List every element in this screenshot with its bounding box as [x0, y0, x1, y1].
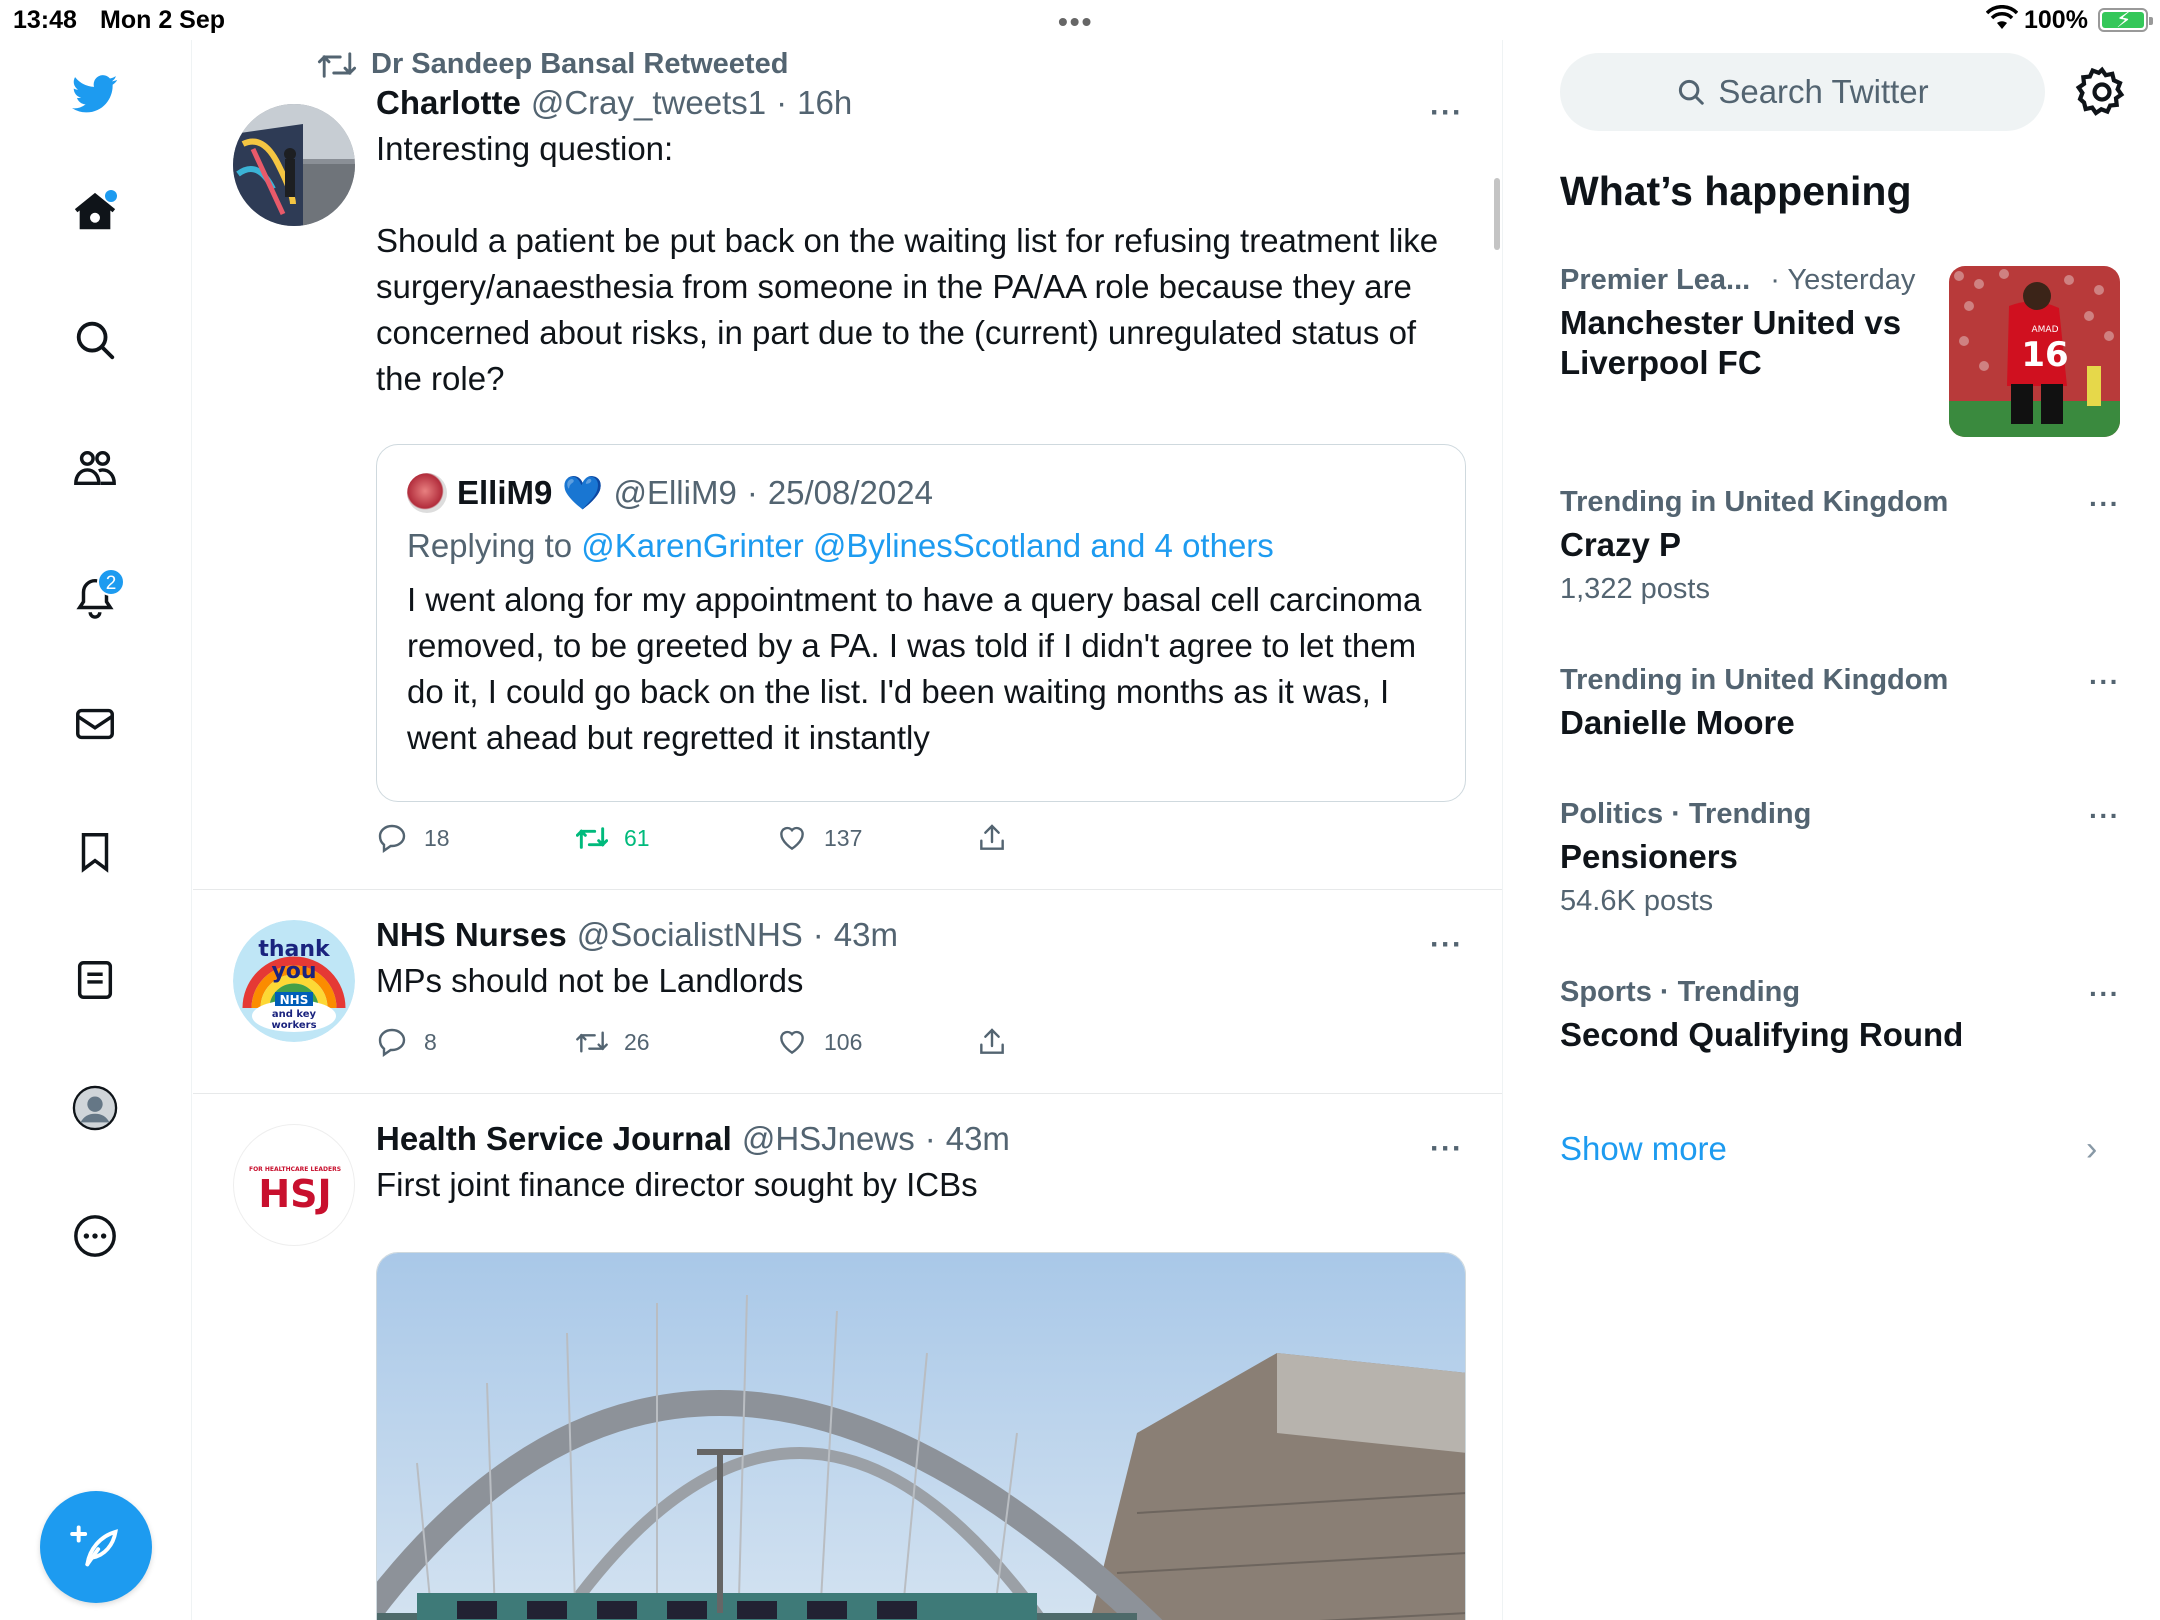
share-icon [976, 822, 1008, 854]
bookmarks-icon[interactable] [63, 820, 127, 884]
search-icon[interactable] [63, 308, 127, 372]
tweet-header: NHS Nurses @SocialistNHS · 43m [376, 916, 898, 953]
trend-item[interactable] [1560, 486, 2120, 606]
trend-title: Crazy P [1560, 526, 1682, 563]
trend-context: Premier Lea... · Yesterday [1560, 264, 1916, 296]
avatar[interactable] [233, 1124, 355, 1246]
avatar-text-thank: thank [258, 937, 330, 962]
tweet-time[interactable]: 43m [945, 1120, 1010, 1157]
tweet-more-icon[interactable]: ··· [1430, 928, 1463, 961]
status-date: Mon 2 Sep [100, 6, 226, 34]
tweet[interactable] [193, 40, 1503, 890]
search-placeholder: Search Twitter [1718, 73, 1929, 110]
avatar-text-and-key: and key [271, 1009, 317, 1020]
trend-more-icon[interactable]: ··· [2089, 488, 2120, 519]
retweet-button[interactable] [576, 822, 776, 854]
quoted-avatar [407, 473, 447, 513]
tweet-time[interactable]: 16h [797, 84, 853, 121]
tweet-text: MPs should not be Landlords [376, 962, 804, 999]
share-button[interactable] [976, 1026, 1176, 1058]
quoted-tweet-header: ElliM9 💙 @ElliM9 · 25/08/2024 [407, 473, 1435, 513]
search-input[interactable] [1560, 53, 2045, 131]
tweet-body [376, 84, 1466, 402]
avatar-text-hsj: HSJ [258, 1172, 332, 1216]
home-unread-dot [105, 190, 117, 202]
retweet-count: 26 [624, 1028, 650, 1055]
tweet-image[interactable] [376, 1252, 1466, 1620]
tweet-more-icon[interactable]: ··· [1430, 96, 1463, 129]
avatar-text-tagline: FOR HEALTHCARE LEADERS [248, 1166, 342, 1173]
quoted-tweet-date: 25/08/2024 [767, 474, 933, 511]
trend-post-count: 54.6K posts [1560, 885, 1714, 917]
tweet-time[interactable]: 43m [833, 916, 898, 953]
author-name[interactable]: Charlotte [376, 84, 521, 121]
tweet-text: Interesting question: Should a patient be put back on the waiting list for refusing treatment like surgery/anaesthesia from someone in the PA/AA role because they are concerned about risks, in part due to the (current) unregulated status of the role? [376, 130, 1439, 397]
trend-context: Trending in United Kingdom [1560, 664, 1949, 696]
quoted-author-name: ElliM9 [457, 474, 553, 511]
communities-icon[interactable] [63, 436, 127, 500]
reply-count: 8 [424, 1028, 437, 1055]
whats-happening-heading: What’s happening [1560, 168, 1912, 214]
trend-title: Pensioners [1560, 838, 1738, 875]
status-time: 13:48 [13, 6, 77, 34]
tweet-header: Health Service Journal @HSJnews · 43m [376, 1120, 1010, 1157]
retweet-icon [576, 822, 608, 854]
reply-icon [376, 822, 408, 854]
retweet-button[interactable] [576, 1026, 776, 1058]
trend-more-icon[interactable]: ··· [2089, 978, 2120, 1009]
tweet-body [376, 916, 1466, 1004]
twitter-logo-icon[interactable] [63, 62, 127, 126]
heart-icon [776, 1026, 808, 1058]
avatar-text-you: you [271, 959, 317, 984]
like-count: 106 [824, 1028, 863, 1055]
heart-icon [776, 822, 808, 854]
lists-icon[interactable] [63, 948, 127, 1012]
trend-item[interactable] [1560, 264, 2120, 444]
avatar[interactable] [233, 920, 355, 1042]
author-name[interactable]: Health Service Journal [376, 1120, 732, 1157]
trend-more-icon[interactable]: ··· [2089, 800, 2120, 831]
author-handle[interactable]: @HSJnews [741, 1120, 915, 1157]
tweet-body [376, 1120, 1466, 1208]
wifi-icon [1986, 5, 2018, 38]
trend-context: Sports · Trending [1560, 976, 1801, 1008]
share-icon [976, 1026, 1008, 1058]
share-button[interactable] [976, 822, 1176, 854]
left-navigation [0, 40, 192, 1620]
tweet-more-icon[interactable]: ··· [1430, 1132, 1463, 1165]
multitasking-dots-icon[interactable]: ••• [1058, 6, 1094, 37]
shirt-name: AMAD [2031, 325, 2059, 335]
notifications-icon[interactable] [63, 564, 127, 628]
trend-title: Danielle Moore [1560, 704, 1795, 741]
tweet[interactable] [193, 890, 1503, 1094]
trend-context: Politics · Trending [1560, 798, 1812, 830]
notification-count-badge: 2 [97, 568, 125, 596]
reply-icon [376, 1026, 408, 1058]
status-bar [0, 0, 2160, 40]
reply-button[interactable] [376, 1026, 576, 1058]
chevron-right-icon[interactable]: › [2086, 1130, 2098, 1168]
tweet-header: Charlotte @Cray_tweets1 · 16h [376, 84, 853, 121]
more-icon[interactable] [63, 1204, 127, 1268]
like-button[interactable] [776, 822, 976, 854]
trend-thumbnail[interactable] [1949, 266, 2120, 437]
messages-icon[interactable] [63, 692, 127, 756]
trend-item[interactable] [1560, 798, 2120, 918]
author-handle[interactable]: @Cray_tweets1 [530, 84, 767, 121]
show-more-link[interactable]: Show more [1560, 1130, 1727, 1167]
settings-gear-icon[interactable] [2074, 64, 2130, 120]
profile-icon[interactable] [63, 1076, 127, 1140]
home-timeline [193, 40, 1503, 1620]
trend-item[interactable] [1560, 664, 2120, 743]
battery-icon: ⚡ [2098, 8, 2148, 32]
avatar[interactable] [233, 104, 355, 226]
trend-title: Second Qualifying Round [1560, 1016, 1964, 1053]
trend-post-count: 1,322 posts [1560, 573, 1710, 605]
author-name[interactable]: NHS Nurses [376, 916, 567, 953]
trend-context: Trending in United Kingdom [1560, 486, 1949, 518]
home-icon[interactable] [63, 180, 127, 244]
trend-item[interactable] [1560, 976, 2120, 1055]
heart-emoji: 💙 [562, 473, 604, 511]
author-handle[interactable]: @SocialistNHS [576, 916, 803, 953]
retweet-icon [576, 1026, 608, 1058]
reply-button[interactable] [376, 822, 576, 854]
like-button[interactable] [776, 1026, 976, 1058]
quoted-author-handle: @ElliM9 [613, 474, 737, 511]
shirt-number: 16 [2021, 335, 2069, 375]
retweeted-by-label: Dr Sandeep Bansal Retweeted [371, 48, 789, 80]
compose-tweet-button[interactable] [40, 1491, 152, 1603]
quoted-tweet[interactable] [376, 444, 1466, 802]
quoted-tweet-text: I went along for my appointment to have a query basal cell carcinoma removed, to be greeted by a PA. I was told if I didn't agree to let them do it, I could go back on the list. I'd been waiting months as it was, I went ahead but regretted it instantly [407, 581, 1422, 756]
avatar-text-nhs: NHS [279, 993, 309, 1007]
replying-to: Replying to @KarenGrinter @BylinesScotland and 4 others [407, 527, 1274, 564]
tweet-actions [376, 1026, 1176, 1058]
replying-to-users-link[interactable]: @KarenGrinter @BylinesScotland and 4 others [581, 527, 1274, 564]
trend-title: Manchester United vs Liverpool FC [1560, 304, 1902, 381]
retweet-context [317, 48, 788, 81]
retweet-count: 61 [624, 824, 650, 851]
right-sidebar [1504, 40, 2160, 1620]
like-count: 137 [824, 824, 863, 851]
search-icon [1676, 77, 1706, 107]
tweet-actions [376, 822, 1176, 854]
trend-more-icon[interactable]: ··· [2089, 666, 2120, 697]
avatar-text-workers: workers [271, 1020, 317, 1031]
tweet-text: First joint finance director sought by ICBs [376, 1166, 978, 1203]
reply-count: 18 [424, 824, 450, 851]
battery-percent: 100% [2024, 6, 2088, 34]
